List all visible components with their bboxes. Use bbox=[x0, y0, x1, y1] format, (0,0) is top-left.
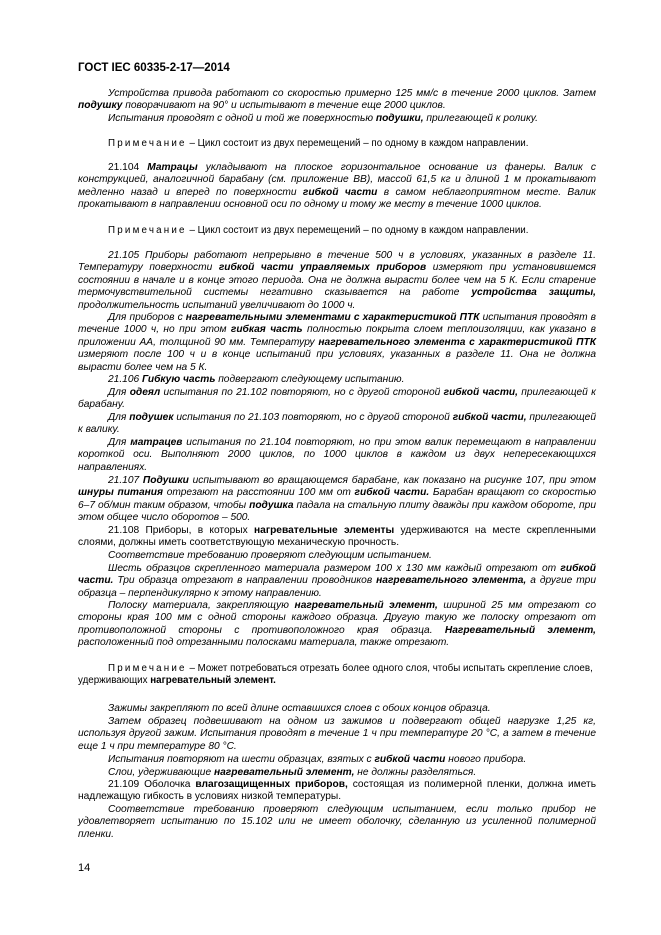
text-run: – Цикл состоит из двух перемещений – по одному в каждом направлении. bbox=[186, 138, 529, 149]
text-run: Полоску материала, закрепляющую bbox=[108, 600, 295, 611]
body-paragraph bbox=[78, 475, 596, 525]
text-run: 21.108 Приборы, в которых bbox=[108, 525, 255, 536]
bold-term: гибкой части. bbox=[78, 563, 596, 587]
bold-term: нагревательного элемента с характеристикой ПТК bbox=[318, 336, 596, 348]
document-header: ГОСТ IEC 60335-2-17—2014 bbox=[78, 62, 230, 74]
text-run: Испытания повторяют на шести образцах, взятых с bbox=[108, 754, 375, 765]
text-run: Примечание bbox=[108, 225, 187, 236]
text-run: а другие три образца – перпендикулярно к этому направлению. bbox=[78, 575, 596, 599]
bold-term: Нагревательный элемент, bbox=[444, 624, 596, 636]
text-run: – Может потребоваться отрезать более одного слоя, чтобы испытать скрепление слоев, удерживающих bbox=[78, 663, 593, 687]
body-paragraph bbox=[78, 703, 596, 715]
body-paragraph bbox=[78, 437, 596, 474]
bold-term: нагревательными элементами с характеристикой ПТК bbox=[185, 312, 480, 323]
body-paragraph bbox=[78, 525, 596, 550]
text-run: 21.107 bbox=[108, 475, 143, 486]
bold-term: нагревательного элемента, bbox=[376, 575, 527, 587]
bold-term: подушки, bbox=[375, 113, 424, 124]
text-run: прилегающей к барабану. bbox=[78, 387, 596, 411]
bold-term: подушка bbox=[249, 499, 294, 511]
text-run: испытывают во вращающемся барабане, как показано на рисунке 107, при этом bbox=[188, 475, 596, 486]
note-paragraph bbox=[78, 663, 596, 688]
body-paragraph bbox=[78, 412, 596, 437]
bold-term: гибкой части bbox=[374, 754, 446, 765]
text-run: 21.109 Оболочка bbox=[108, 779, 196, 790]
body-paragraph bbox=[78, 767, 596, 779]
bold-term: Гибкую часть bbox=[142, 374, 216, 385]
text-run: прилегающей к ролику. bbox=[423, 113, 538, 124]
body-paragraph bbox=[78, 600, 596, 650]
bold-term: влагозащищенных приборов, bbox=[195, 779, 348, 790]
body-paragraph bbox=[78, 250, 596, 312]
text-run: Для bbox=[108, 412, 130, 423]
text-run: шириной 25 мм отрезают со стороны края 100 мм с одной стороны каждого образца. Другую такую же полоску отрезают от противоположной стороны с противоположного края образца. bbox=[78, 600, 597, 636]
body-paragraph bbox=[78, 563, 596, 600]
text-run: Примечание bbox=[108, 663, 187, 674]
text-run: 21.106 bbox=[108, 374, 142, 385]
text-run: Соответствие требованию проверяют следующим испытанием. bbox=[108, 550, 432, 561]
body-paragraph bbox=[78, 804, 596, 841]
text-run: Для приборов с bbox=[108, 312, 186, 323]
bold-term: нагревательный элемент, bbox=[294, 600, 438, 611]
text-run: измеряют после 100 ч и в конце испытаний при условиях, указанных в разделе 11. Она не должна вырасти более чем на 5 К. bbox=[78, 349, 596, 373]
text-run: Шесть образцов скрепленного материала размером 100 х 130 мм каждый отрезают от bbox=[108, 563, 561, 574]
body-paragraph bbox=[78, 387, 596, 412]
bold-term: одеял bbox=[129, 387, 161, 398]
body-paragraph bbox=[78, 162, 596, 212]
text-run: Соответствие требованию проверяют следующим испытанием, если только прибор не удовлетворяет испытанию по 15.102 или не имеет оболочку, сделанную из усиленной полимерной пленки. bbox=[78, 804, 596, 840]
body-paragraph bbox=[78, 113, 596, 125]
bold-term: нагревательные элементы bbox=[254, 525, 395, 536]
body-paragraph bbox=[78, 374, 596, 386]
body-paragraph bbox=[78, 88, 596, 113]
text-run: Слои, удерживающие bbox=[108, 767, 214, 778]
text-run: подвергают следующему испытанию. bbox=[215, 374, 405, 385]
text-run: нового прибора. bbox=[445, 754, 527, 765]
note-paragraph bbox=[78, 225, 596, 237]
text-run: Для bbox=[108, 437, 131, 448]
text-run: Три образца отрезают в направлении проводников bbox=[113, 575, 377, 587]
text-run: Затем образец подвешивают на одном из зажимов и подвергают общей нагрузке 1,25 кг, используя другой зажим. Испытания проводят в течение 1 ч при температуре 20 °С, а затем в течение еще 1 ч при температуре 80 °С. bbox=[78, 716, 596, 752]
text-run: продолжительность испытаний увеличивают до 1000 ч. bbox=[78, 299, 356, 311]
bold-term: гибкой части bbox=[302, 186, 378, 198]
text-run: 21.105 Приборы работают непрерывно в течение 500 ч в условиях, указанных в разделе 11. Температуру поверхности bbox=[78, 250, 596, 274]
text-run: удерживаются на месте скрепленными слоями, должны иметь соответствующую механическую прочность. bbox=[78, 525, 596, 549]
note-paragraph bbox=[78, 138, 596, 150]
text-run: Зажимы закрепляют по всей длине оставшихся слоев с обоих концов образца. bbox=[108, 703, 491, 714]
text-run: Устройства привода работают со скоростью примерно 125 мм/с в течение 2000 циклов. Затем bbox=[108, 88, 596, 99]
text-run: Барабан вращают со скоростью 6–7 об/мин таким образом, чтобы bbox=[78, 487, 596, 511]
body-paragraph bbox=[78, 312, 596, 374]
bold-term: матрацев bbox=[130, 437, 183, 448]
body-paragraph bbox=[78, 716, 596, 753]
body-paragraph bbox=[78, 550, 596, 562]
body-paragraph bbox=[78, 754, 596, 766]
bold-term: гибкой части. bbox=[354, 487, 430, 499]
text-run: испытания по 21.102 повторяют, но с другой стороной bbox=[160, 387, 444, 398]
bold-term: гибкой части, bbox=[452, 412, 527, 423]
bold-term: гибкой части, bbox=[443, 387, 518, 398]
page-number: 14 bbox=[78, 862, 91, 874]
text-run: Испытания проводят с одной и той же поверхностью bbox=[108, 113, 376, 124]
text-run: испытания по 21.103 повторяют, но с другой стороной bbox=[173, 412, 453, 423]
text-run: расположенный под отрезанными полосками материала, также отрезают. bbox=[78, 637, 450, 649]
bold-term: Подушки bbox=[142, 475, 189, 486]
bold-term: Матрацы bbox=[147, 162, 198, 173]
text-run: Примечание bbox=[108, 138, 187, 149]
bold-term: подушек bbox=[129, 412, 174, 423]
text-run: прилегающей к валику. bbox=[78, 412, 596, 436]
text-run: Для bbox=[108, 387, 130, 398]
text-run: падала на стальную плиту дважды при каждом обороте, при этом общее число оборотов – 500. bbox=[78, 499, 596, 524]
text-run: поворачивают на 90° и испытывают в течение еще 2000 циклов. bbox=[122, 100, 446, 112]
bold-term: нагревательный элемент, bbox=[213, 767, 355, 778]
text-run: не должны разделяться. bbox=[354, 767, 477, 778]
body-paragraph bbox=[78, 779, 596, 804]
text-run: испытания проводят в течение 1000 ч, но при этом bbox=[78, 312, 596, 336]
text-run: укладывают на плоское горизонтальное основание из фанеры. Валик с конструкцией, аналогичной барабану (см. приложение ВВ), массой 61,5 кг и длиной 1 м прокатывают медленно назад и вперед по поверхности bbox=[78, 162, 597, 198]
text-run: измеряют при установившемся состоянии в начале и в конце этого периода. Она не должна вырасти более чем на 5 К. Если старение термочувствительной системы негативно сказывается на работе bbox=[78, 262, 596, 299]
bold-term: гибкая часть bbox=[230, 324, 303, 336]
text-run: отрезают на расстоянии 100 мм от bbox=[163, 487, 355, 499]
bold-term: подушку bbox=[78, 100, 123, 112]
text-run: 21.104 bbox=[108, 162, 148, 173]
bold-term: шнуры питания bbox=[78, 487, 164, 499]
text-run: полностью покрыта слоем теплоизоляции, как указано в приложении АА, толщиной 90 мм. Температуру bbox=[78, 324, 596, 348]
bold-term: гибкой части управляемых приборов bbox=[218, 262, 427, 274]
bold-term: нагревательный элемент. bbox=[150, 675, 276, 687]
text-run: состоящая из полимерной пленки, должна иметь надлежащую гибкость в условиях низкой температуры. bbox=[78, 779, 596, 803]
text-run: испытания по 21.104 повторяют, но при этом валик перемещают в направлении короткой оси. Выполняют 2000 циклов, по 1000 циклов в каждом из двух непересекающихся направлениях. bbox=[78, 437, 596, 473]
text-run: в самом неблагоприятном месте. Валик прокатывают в направлении основной оси по одному и тому же месту в течение 1000 циклов. bbox=[78, 186, 596, 211]
bold-term: устройства защиты, bbox=[471, 287, 596, 299]
text-run: – Цикл состоит из двух перемещений – по одному в каждом направлении. bbox=[186, 225, 529, 236]
